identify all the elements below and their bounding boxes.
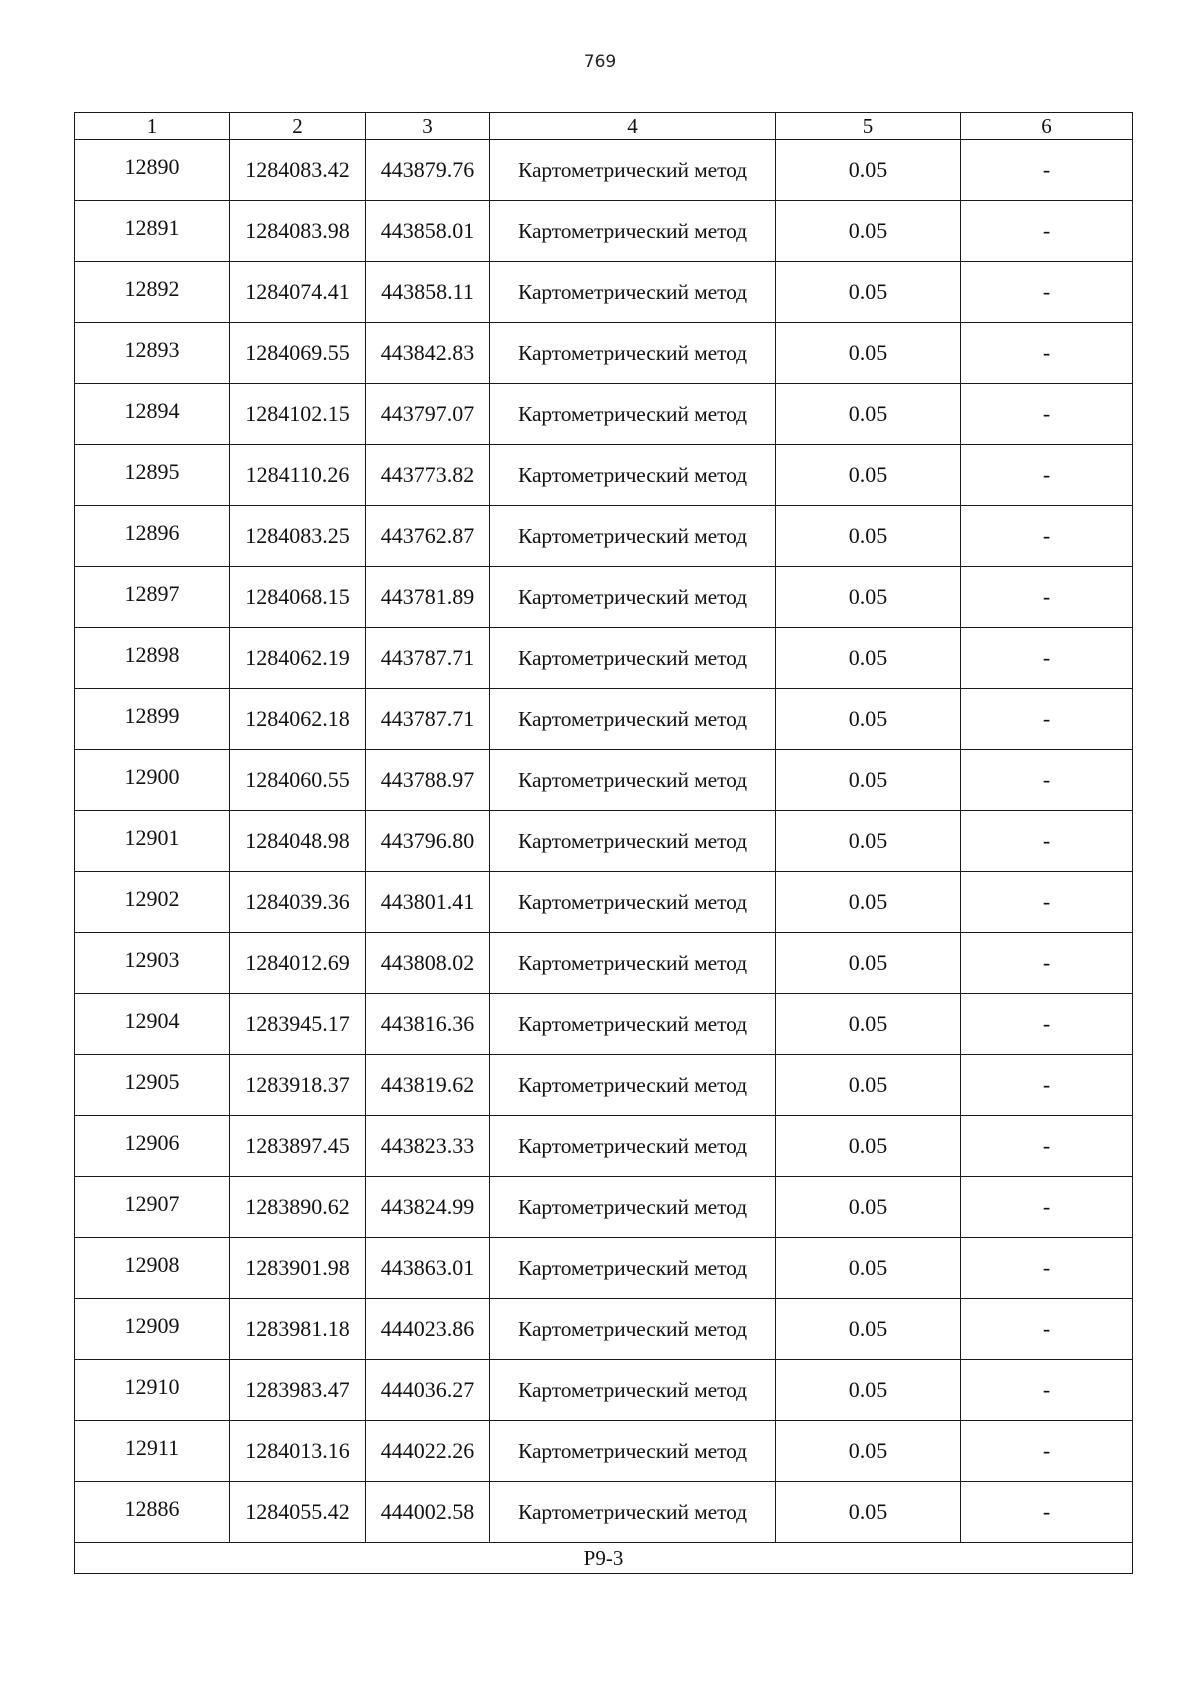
x-coordinate-cell: 1284083.98 (230, 201, 366, 262)
table-row (75, 1116, 1133, 1177)
table-row (75, 1421, 1133, 1482)
y-coordinate-cell: 443801.41 (366, 872, 490, 933)
method-cell: Картометрический метод (490, 201, 776, 262)
note-cell: - (961, 1299, 1133, 1360)
x-coordinate-cell: 1284083.42 (230, 140, 366, 201)
accuracy-cell: 0.05 (776, 1238, 961, 1299)
point-number-cell: 12904 (75, 994, 230, 1055)
point-number-cell: 12909 (75, 1299, 230, 1360)
y-coordinate-cell: 443858.11 (366, 262, 490, 323)
x-coordinate-cell: 1283890.62 (230, 1177, 366, 1238)
y-coordinate-cell: 443781.89 (366, 567, 490, 628)
note-cell: - (961, 140, 1133, 201)
note-cell: - (961, 201, 1133, 262)
point-number-cell: 12898 (75, 628, 230, 689)
method-cell: Картометрический метод (490, 445, 776, 506)
note-cell: - (961, 994, 1133, 1055)
method-cell: Картометрический метод (490, 628, 776, 689)
x-coordinate-cell: 1283918.37 (230, 1055, 366, 1116)
x-coordinate-cell: 1284048.98 (230, 811, 366, 872)
note-cell: - (961, 933, 1133, 994)
method-cell: Картометрический метод (490, 384, 776, 445)
table-row (75, 384, 1133, 445)
note-cell: - (961, 1360, 1133, 1421)
x-coordinate-cell: 1284068.15 (230, 567, 366, 628)
note-cell: - (961, 872, 1133, 933)
point-number-cell: 12910 (75, 1360, 230, 1421)
note-cell: - (961, 506, 1133, 567)
point-number-cell: 12899 (75, 689, 230, 750)
y-coordinate-cell: 444022.26 (366, 1421, 490, 1482)
table-row (75, 140, 1133, 201)
y-coordinate-cell: 443819.62 (366, 1055, 490, 1116)
x-coordinate-cell: 1284062.19 (230, 628, 366, 689)
note-cell: - (961, 262, 1133, 323)
accuracy-cell: 0.05 (776, 628, 961, 689)
y-coordinate-cell: 443808.02 (366, 933, 490, 994)
note-cell: - (961, 689, 1133, 750)
method-cell: Картометрический метод (490, 933, 776, 994)
accuracy-cell: 0.05 (776, 1482, 961, 1543)
point-number-cell: 12892 (75, 262, 230, 323)
point-number-cell: 12891 (75, 201, 230, 262)
y-coordinate-cell: 443863.01 (366, 1238, 490, 1299)
column-header: 5 (776, 113, 961, 140)
table-row (75, 1055, 1133, 1116)
y-coordinate-cell: 443842.83 (366, 323, 490, 384)
accuracy-cell: 0.05 (776, 1299, 961, 1360)
y-coordinate-cell: 444002.58 (366, 1482, 490, 1543)
note-cell: - (961, 1177, 1133, 1238)
method-cell: Картометрический метод (490, 567, 776, 628)
method-cell: Картометрический метод (490, 506, 776, 567)
accuracy-cell: 0.05 (776, 506, 961, 567)
method-cell: Картометрический метод (490, 1360, 776, 1421)
note-cell: - (961, 1116, 1133, 1177)
footer-row (75, 1543, 1133, 1574)
x-coordinate-cell: 1284062.18 (230, 689, 366, 750)
column-header: 6 (961, 113, 1133, 140)
method-cell: Картометрический метод (490, 872, 776, 933)
table-row (75, 811, 1133, 872)
accuracy-cell: 0.05 (776, 811, 961, 872)
point-number-cell: 12905 (75, 1055, 230, 1116)
point-number-cell: 12895 (75, 445, 230, 506)
point-number-cell: 12886 (75, 1482, 230, 1543)
table-row (75, 689, 1133, 750)
accuracy-cell: 0.05 (776, 1116, 961, 1177)
method-cell: Картометрический метод (490, 811, 776, 872)
x-coordinate-cell: 1284012.69 (230, 933, 366, 994)
table-footer-label: Р9-3 (75, 1543, 1133, 1574)
note-cell: - (961, 811, 1133, 872)
accuracy-cell: 0.05 (776, 323, 961, 384)
table-row (75, 1299, 1133, 1360)
table-row (75, 628, 1133, 689)
note-cell: - (961, 384, 1133, 445)
table-row (75, 506, 1133, 567)
coordinates-table (74, 112, 1133, 1574)
point-number-cell: 12907 (75, 1177, 230, 1238)
x-coordinate-cell: 1284039.36 (230, 872, 366, 933)
table-row (75, 445, 1133, 506)
page-number: 769 (583, 52, 617, 72)
x-coordinate-cell: 1284013.16 (230, 1421, 366, 1482)
accuracy-cell: 0.05 (776, 262, 961, 323)
x-coordinate-cell: 1284060.55 (230, 750, 366, 811)
table-row (75, 201, 1133, 262)
accuracy-cell: 0.05 (776, 994, 961, 1055)
point-number-cell: 12901 (75, 811, 230, 872)
x-coordinate-cell: 1284110.26 (230, 445, 366, 506)
point-number-cell: 12908 (75, 1238, 230, 1299)
header-row (75, 113, 1133, 140)
point-number-cell: 12911 (75, 1421, 230, 1482)
table-row (75, 262, 1133, 323)
table-body (75, 140, 1133, 1543)
note-cell: - (961, 1238, 1133, 1299)
table-row (75, 1482, 1133, 1543)
table-row (75, 933, 1133, 994)
table-row (75, 872, 1133, 933)
note-cell: - (961, 445, 1133, 506)
point-number-cell: 12902 (75, 872, 230, 933)
method-cell: Картометрический метод (490, 323, 776, 384)
note-cell: - (961, 750, 1133, 811)
note-cell: - (961, 1421, 1133, 1482)
y-coordinate-cell: 443796.80 (366, 811, 490, 872)
table-row (75, 567, 1133, 628)
method-cell: Картометрический метод (490, 1238, 776, 1299)
y-coordinate-cell: 443823.33 (366, 1116, 490, 1177)
table-row (75, 1177, 1133, 1238)
accuracy-cell: 0.05 (776, 384, 961, 445)
x-coordinate-cell: 1283897.45 (230, 1116, 366, 1177)
column-header: 2 (230, 113, 366, 140)
x-coordinate-cell: 1284083.25 (230, 506, 366, 567)
point-number-cell: 12900 (75, 750, 230, 811)
method-cell: Картометрический метод (490, 1055, 776, 1116)
x-coordinate-cell: 1284074.41 (230, 262, 366, 323)
y-coordinate-cell: 443824.99 (366, 1177, 490, 1238)
method-cell: Картометрический метод (490, 262, 776, 323)
point-number-cell: 12894 (75, 384, 230, 445)
column-header: 4 (490, 113, 776, 140)
point-number-cell: 12896 (75, 506, 230, 567)
method-cell: Картометрический метод (490, 1482, 776, 1543)
y-coordinate-cell: 444023.86 (366, 1299, 490, 1360)
note-cell: - (961, 323, 1133, 384)
method-cell: Картометрический метод (490, 1116, 776, 1177)
column-header: 1 (75, 113, 230, 140)
accuracy-cell: 0.05 (776, 689, 961, 750)
method-cell: Картометрический метод (490, 750, 776, 811)
y-coordinate-cell: 443787.71 (366, 689, 490, 750)
method-cell: Картометрический метод (490, 994, 776, 1055)
accuracy-cell: 0.05 (776, 445, 961, 506)
y-coordinate-cell: 444036.27 (366, 1360, 490, 1421)
y-coordinate-cell: 443879.76 (366, 140, 490, 201)
y-coordinate-cell: 443816.36 (366, 994, 490, 1055)
accuracy-cell: 0.05 (776, 933, 961, 994)
column-header: 3 (366, 113, 490, 140)
method-cell: Картометрический метод (490, 1177, 776, 1238)
y-coordinate-cell: 443773.82 (366, 445, 490, 506)
accuracy-cell: 0.05 (776, 1360, 961, 1421)
x-coordinate-cell: 1283981.18 (230, 1299, 366, 1360)
table-row (75, 323, 1133, 384)
x-coordinate-cell: 1283983.47 (230, 1360, 366, 1421)
note-cell: - (961, 567, 1133, 628)
table-row (75, 1238, 1133, 1299)
table-row (75, 750, 1133, 811)
point-number-cell: 12890 (75, 140, 230, 201)
accuracy-cell: 0.05 (776, 1421, 961, 1482)
accuracy-cell: 0.05 (776, 567, 961, 628)
note-cell: - (961, 1482, 1133, 1543)
table-row (75, 994, 1133, 1055)
accuracy-cell: 0.05 (776, 140, 961, 201)
method-cell: Картометрический метод (490, 689, 776, 750)
x-coordinate-cell: 1284055.42 (230, 1482, 366, 1543)
point-number-cell: 12906 (75, 1116, 230, 1177)
method-cell: Картометрический метод (490, 1299, 776, 1360)
y-coordinate-cell: 443787.71 (366, 628, 490, 689)
x-coordinate-cell: 1283945.17 (230, 994, 366, 1055)
accuracy-cell: 0.05 (776, 1055, 961, 1116)
x-coordinate-cell: 1283901.98 (230, 1238, 366, 1299)
note-cell: - (961, 1055, 1133, 1116)
point-number-cell: 12897 (75, 567, 230, 628)
y-coordinate-cell: 443797.07 (366, 384, 490, 445)
accuracy-cell: 0.05 (776, 201, 961, 262)
table-row (75, 1360, 1133, 1421)
note-cell: - (961, 628, 1133, 689)
method-cell: Картометрический метод (490, 140, 776, 201)
y-coordinate-cell: 443858.01 (366, 201, 490, 262)
y-coordinate-cell: 443762.87 (366, 506, 490, 567)
point-number-cell: 12903 (75, 933, 230, 994)
accuracy-cell: 0.05 (776, 1177, 961, 1238)
x-coordinate-cell: 1284069.55 (230, 323, 366, 384)
x-coordinate-cell: 1284102.15 (230, 384, 366, 445)
y-coordinate-cell: 443788.97 (366, 750, 490, 811)
accuracy-cell: 0.05 (776, 872, 961, 933)
point-number-cell: 12893 (75, 323, 230, 384)
method-cell: Картометрический метод (490, 1421, 776, 1482)
accuracy-cell: 0.05 (776, 750, 961, 811)
